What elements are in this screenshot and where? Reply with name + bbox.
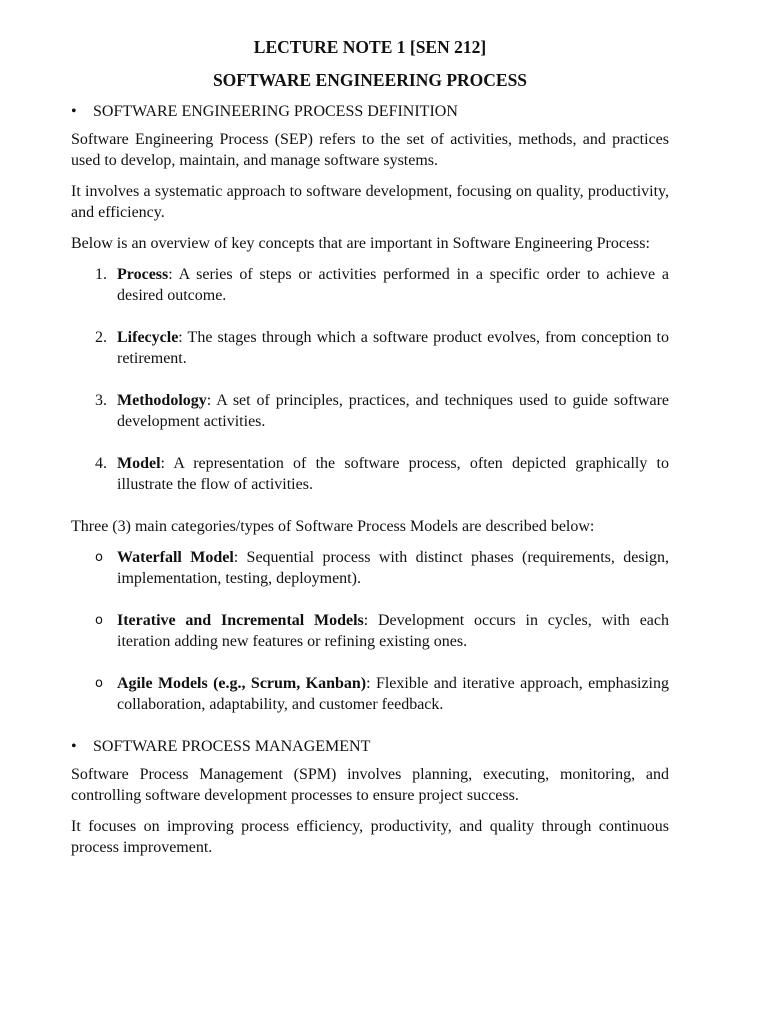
section-heading-management bbox=[71, 736, 669, 757]
key-concepts-list bbox=[71, 264, 669, 495]
document-title: LECTURE NOTE 1 [SEN 212] bbox=[253, 37, 487, 57]
concept-description: : A set of principles, practices, and techniques used to guide software development activities. bbox=[117, 392, 669, 430]
list-item bbox=[71, 327, 669, 369]
paragraph: Software Engineering Process (SEP) refers to the set of activities, methods, and practices used to develop, maintain, and manage software systems. bbox=[71, 131, 669, 169]
concept-term: Process bbox=[117, 266, 169, 283]
paragraph: Three (3) main categories/types of Software Process Models are described below: bbox=[71, 518, 595, 535]
bullet-icon: • bbox=[71, 103, 77, 120]
section-heading-definition bbox=[71, 101, 669, 122]
model-description: : Sequential process with distinct phases (requirements, design, implementation, testing, deployment). bbox=[117, 549, 669, 587]
document-subtitle: SOFTWARE ENGINEERING PROCESS bbox=[212, 70, 528, 90]
list-number: 4. bbox=[95, 455, 107, 472]
list-number: 3. bbox=[95, 392, 107, 409]
list-item bbox=[71, 264, 669, 306]
list-item bbox=[71, 453, 669, 495]
paragraph: Below is an overview of key concepts that are important in Software Engineering Process: bbox=[71, 235, 650, 252]
list-item bbox=[71, 390, 669, 432]
paragraph: It focuses on improving process efficiency, productivity, and quality through continuous process improvement. bbox=[71, 818, 669, 856]
list-item bbox=[71, 547, 669, 589]
bullet-icon: • bbox=[71, 738, 77, 755]
section-heading-text: SOFTWARE PROCESS MANAGEMENT bbox=[93, 738, 371, 755]
model-description: : Development occurs in cycles, with each iteration adding new features or refining existing ones. bbox=[117, 612, 669, 650]
model-description: : Flexible and iterative approach, emphasizing collaboration, adaptability, and customer feedback. bbox=[117, 675, 669, 713]
concept-description: : The stages through which a software product evolves, from conception to retirement. bbox=[117, 329, 669, 367]
model-term: Waterfall Model bbox=[117, 549, 234, 566]
section-heading-text: SOFTWARE ENGINEERING PROCESS DEFINITION bbox=[93, 103, 458, 120]
concept-description: : A series of steps or activities performed in a specific order to achieve a desired outcome. bbox=[117, 266, 669, 304]
concept-term: Model bbox=[117, 455, 161, 472]
concept-term: Methodology bbox=[117, 392, 207, 409]
paragraph: It involves a systematic approach to software development, focusing on quality, productivity, and efficiency. bbox=[71, 183, 669, 221]
document-page bbox=[71, 34, 669, 858]
model-term: Agile Models (e.g., Scrum, Kanban) bbox=[117, 675, 367, 692]
concept-term: Lifecycle bbox=[117, 329, 179, 346]
model-term: Iterative and Incremental Models bbox=[117, 612, 364, 629]
circle-bullet-icon: o bbox=[95, 550, 103, 565]
circle-bullet-icon: o bbox=[95, 676, 103, 691]
paragraph: Software Process Management (SPM) involves planning, executing, monitoring, and controlling software development processes to ensure project success. bbox=[71, 766, 669, 804]
list-number: 2. bbox=[95, 329, 107, 346]
process-models-list bbox=[71, 547, 669, 715]
list-item bbox=[71, 673, 669, 715]
circle-bullet-icon: o bbox=[95, 613, 103, 628]
list-number: 1. bbox=[95, 266, 107, 283]
list-item bbox=[71, 610, 669, 652]
concept-description: : A representation of the software process, often depicted graphically to illustrate the flow of activities. bbox=[117, 455, 669, 493]
